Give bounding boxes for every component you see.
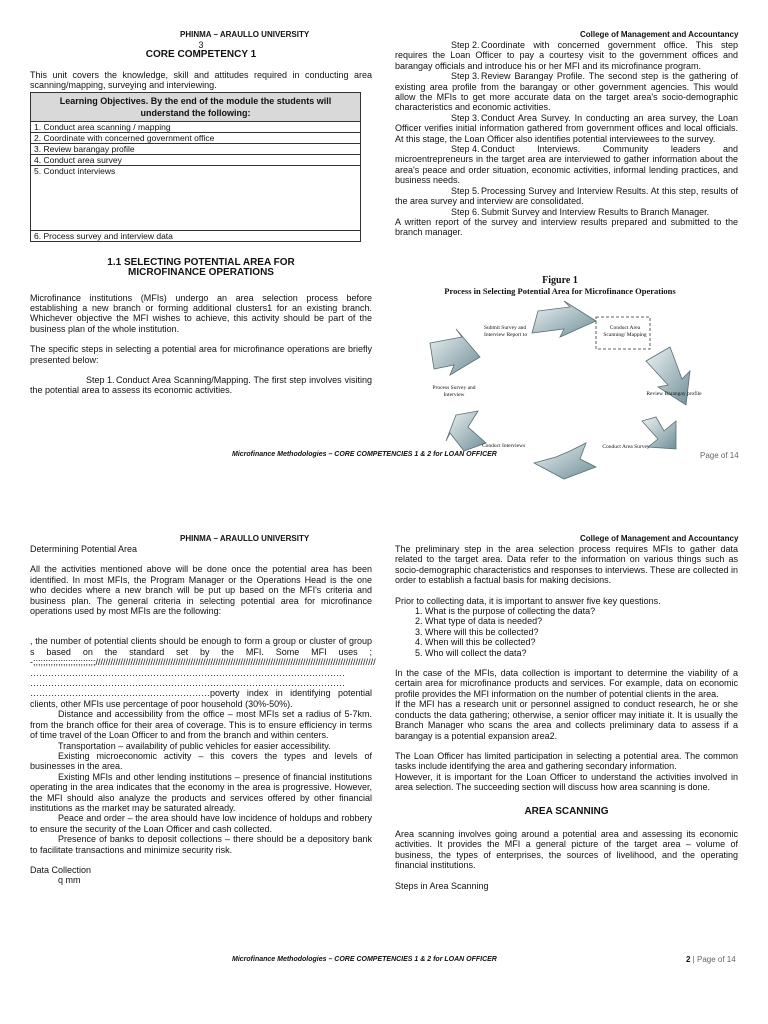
step-text: Coordinate with concerned government office. This step requires the Loan Officer to pay a courtesy visit to the government offices and barangay officials and introduce his or her MFI and its microfinance program. [395,40,738,71]
step-label: Step 2. [451,40,480,50]
section-heading: Determining Potential Area [30,544,138,554]
section-title-line2: MICROFINANCE OPERATIONS [128,267,274,279]
step-label: Step 5. [451,185,480,196]
dots-line: …………………………………………………………………………………………… [30,678,345,689]
paragraph: However, it is important for the Loan Officer to understand the activities involved in area selection. The succeeding section will discuss how area scanning is done. [395,771,738,793]
poverty-text: ……………………………………………………poverty index in identifying potential clients, other MFIs use percentage of poor household (30%-50%). [30,688,372,709]
steps-heading: Steps in Area Scanning [395,880,489,891]
core-competency-title: CORE COMPETENCY 1 [145,49,257,61]
paragraph: The specific steps in selecting a potential area for microfinance operations are briefly presented below: [30,344,372,365]
step-3a [395,71,738,113]
objective-item: 3. Review barangay profile [31,143,361,154]
criteria-item: Distance and accessibility from the office – most MFIs set a radius of 5-7km. from the branch office for their area of coverage. This is to ensure efficiency in terms of time travel of the Loan Officer to and from the branch and within centers. [30,709,372,741]
step-text: Processing Survey and Interview Results. At this step, results of the area survey and interview are consolidated. [395,185,738,207]
paragraph: All the activities mentioned above will be done once the potential area has been identified. In most MFIs, the Program Manager or the Operations Head is the one who decides where a new branch will be put up based on the MFI's criteria and business plan. The general criteria in selecting potential area for microfinance operations used by most MFIs are the following: [30,564,372,617]
criteria-item: Presence of banks to deposit collections – there should be a depository bank to facilitate transactions and minimize security risk. [30,834,372,855]
page-of: 2 | Page of 14 [686,955,736,964]
paragraph: The preliminary step in the area selection process requires MFIs to gather data related to the target area. Data refer to the information on various things such as socio-demographic characteristics and responses to interviews. These are collected in order to establish a factual basis for making decisions. [395,544,739,586]
objective-item: 2. Coordinate with concerned government office [31,132,361,143]
question-item: 1. What is the purpose of collecting the data? [425,606,738,616]
page-2 [0,512,768,1024]
paragraph: If the MFI has a research unit or personnel assigned to conduct research, he or she conducts the data gathering; otherwise, a senior officer may initiate it. It is usually the Branch Manager who scans the area and collects preliminary data to assess if a barangay is a potential expansion area2. [395,699,738,741]
step-label: Step 3. [451,112,480,123]
paragraph: Microfinance institutions (MFIs) undergo an area selection process before establishing a new branch or forming additional clusters1 for an existing branch. Whichever objective the MFI wishes to achieve, this activity should be part of the business plan of the whole institution. [30,292,372,334]
left-column [30,544,376,886]
page-of: Page of 14 [700,451,739,460]
closing-text: A written report of the survey and interview results prepared and submitted to the branch manager. [395,216,738,238]
page-of-label: Page of 14 [696,955,736,964]
criteria-item: Peace and order – the area should have low incidence of holdups and robbery to ensure the security of the Loan Officer and cash collected. [30,813,372,834]
question-item: 5. Who will collect the data? [425,648,738,658]
paragraph: , the number of potential clients should be enough to form a group or cluster of groups based on the standard set by the MFI. Some MFI uses ;-;;;;;;;;;;;;;;;;;;;;;;;;;//////////////////////////////////////////////////////////////////////////////////////////////////////////////// [30,636,376,668]
step-label: Step 6. [451,206,480,217]
objective-item: 5. Conduct interviews [31,165,361,230]
learning-objectives-table [30,92,361,242]
question-item: 4. When will this be collected? [425,637,738,647]
label-scan: Conduct Area Scanning/ Mapping [603,325,647,338]
step-label: Step 3. [451,71,480,82]
objective-item: 1. Conduct area scanning / mapping [31,121,361,132]
area-scanning-title: AREA SCANNING [524,805,609,817]
data-collection-heading: Data Collection [30,864,92,875]
label-interviews: Conduct Interviews [482,443,526,449]
header-college: College of Management and Accountancy [580,534,739,543]
header-college: College of Management and Accountancy [580,30,739,39]
question-item: 3. Where will this be collected? [425,627,738,637]
step-1 [30,375,372,396]
objective-item: 6. Process survey and interview data [31,230,361,241]
step-text: Conduct Interviews. Community leaders and microentrepreneurs in the target area are interviewed to gather information about the area's peace and order situation, economic activities, informal lending practices, and business needs. [395,144,738,186]
footer-title: Microfinance Methodologies – CORE COMPETENCIES 1 & 2 for LOAN OFFICER [232,451,497,458]
figure-subtitle: Process in Selecting Potential Area for Microfinance Operations [444,286,676,296]
criteria-item: Existing microeconomic activity – this covers the types and levels of businesses in the area. [30,750,372,772]
intro-text: This unit covers the knowledge, skill and attitudes required in conducting area scanning/mapping, surveying and interviewing. [30,69,372,90]
step-text: Submit Survey and Interview Results to Branch Manager. [481,206,710,217]
footer-text [232,451,497,458]
objectives-header: Learning Objectives. By the end of the module the students will understand the following: [31,92,361,121]
step-4 [395,144,738,186]
paragraph: In the case of the MFIs, data collection is important to determine the viability of a certain area for microfinance products and services. For example, data on economic profile provides the MFI information on the number of potential clients in the area. [395,668,738,699]
step-label: Step 4. [451,144,480,155]
paragraph: The Loan Officer has limited participation in selecting a potential area. The common tasks include identifying the area and gathering secondary information. [395,750,738,772]
figure-title: Figure 1 [542,275,578,286]
section-title-line1: 1.1 SELECTING POTENTIAL AREA FOR [107,256,295,268]
step-5 [395,186,738,207]
left-column [30,40,372,406]
header-university: PHINMA – ARAULLO UNIVERSITY [180,30,310,39]
step-text: Review Barangay Profile. The second step is the gathering of existing area profile from the barangay or other government agencies. This would allow the MFIs to get more accurate data on the target area's socio-demographic characteristics and economic activities. [395,71,738,113]
label-review: Review Barangay profile [646,391,702,397]
right-column [395,40,738,238]
arrow-shape [446,411,486,451]
page-number-top: 3 [198,40,204,50]
criteria-item: Transportation – availability of public vehicles for easier accessibility. [58,740,331,751]
dots-line: …………………………………………………………………………………………… [30,667,345,678]
right-column [395,544,738,891]
step-2 [395,40,738,71]
question-item: 2. What type of data is needed? [425,616,738,626]
qmm-text: q mm [58,875,81,886]
step-6 [395,207,738,217]
label-process: Process Survey and Interview [432,385,476,398]
step-text: Conduct Area Scanning/Mapping. The first step involves visiting the potential area to assess its economic activities. [30,375,372,396]
step-text: Conduct Area Survey. In conducting an area survey, the Loan Officer verifies initial information gathered from government offices and local officials. At this stage, the Loan Officer also identifies potential interviewees to the survey. [395,112,738,144]
criteria-item: Existing MFIs and other lending institutions – presence of financial institutions operating in the area indicates that the economy in the area is progressive. However, the MFI should also analyze the products and services offered by other financial institutions as the market may be saturated already. [30,771,372,813]
arrow-shape [534,443,596,479]
label-submit: Submit Survey and Interview Report to [484,325,528,338]
objective-item: 4. Conduct area survey [31,154,361,165]
key-questions-list [395,606,738,658]
step-label: Step 1. [86,375,115,386]
step-3b [395,113,738,144]
paragraph: Area scanning involves going around a potential area and assessing its economic activities. It provides the MFI a general picture of the target area – volume of business, the types of enterprises, the sources of livelihood, and the operating financial institutions. [395,828,738,871]
paragraph: Prior to collecting data, it is important to answer five key questions. [395,595,661,606]
arrow-shape [430,329,480,375]
label-survey: Conduct Area Survey [602,444,650,450]
figure-title-block [400,275,720,296]
footer-text: Microfinance Methodologies – CORE COMPETENCIES 1 & 2 for LOAN OFFICER [232,956,497,963]
page-number: 2 [686,955,691,964]
header-university: PHINMA – ARAULLO UNIVERSITY [180,534,310,543]
